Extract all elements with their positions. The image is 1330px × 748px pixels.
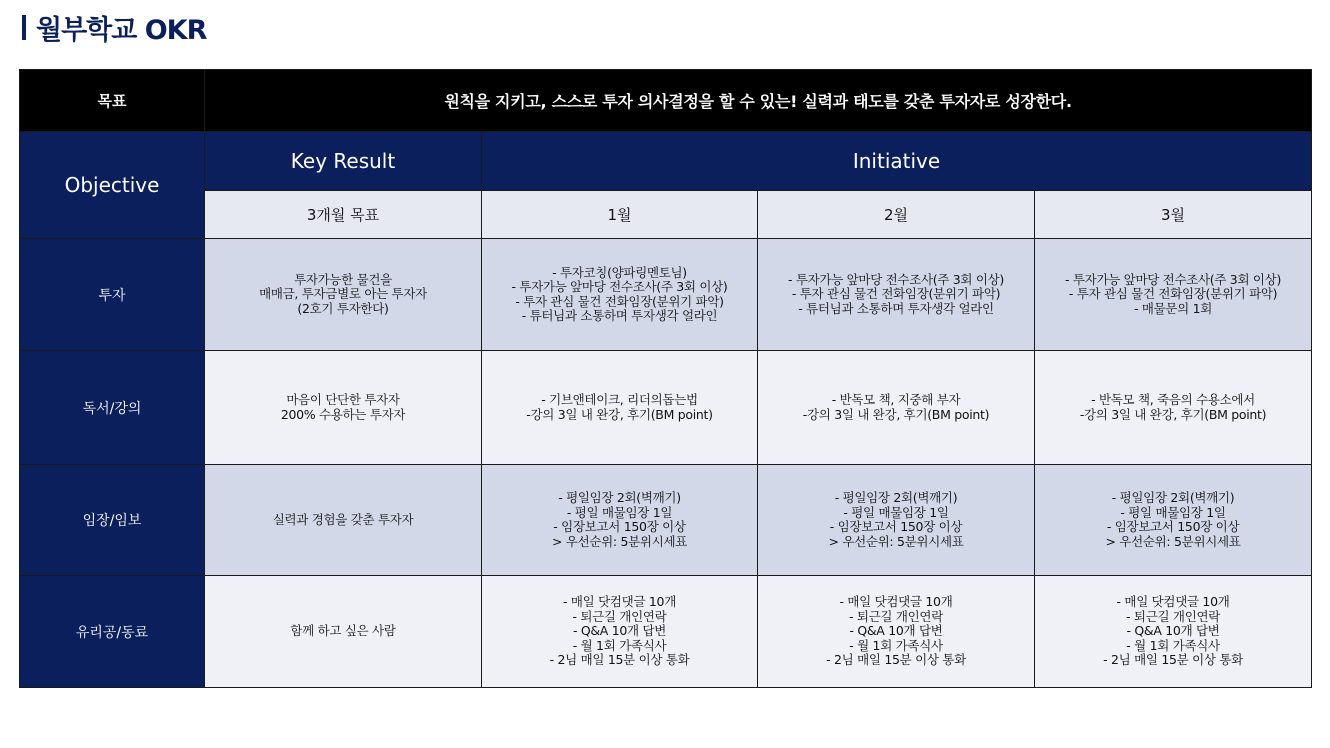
kr-cell bbox=[205, 239, 482, 351]
initiative-header: Initiative bbox=[482, 132, 1312, 191]
kr-cell bbox=[205, 351, 482, 465]
initiative-cell-m3 bbox=[1035, 465, 1312, 576]
initiative-cell-m1 bbox=[482, 576, 758, 688]
cell-line: - 투자가능 앞마당 전수조사(주 3회 이상) bbox=[511, 279, 728, 294]
kr-subheader: 3개월 목표 bbox=[205, 191, 482, 239]
cell-line: - 퇴근길 개인연락 bbox=[572, 608, 667, 624]
header-row bbox=[20, 132, 1312, 191]
cell-line: 함께 하고 싶은 사람 bbox=[290, 623, 396, 639]
initiative-cell-m1 bbox=[482, 465, 758, 576]
goal-label: 목표 bbox=[20, 70, 205, 132]
table-row bbox=[20, 465, 1312, 576]
cell-line: - 평일임장 2회(벽깨기) bbox=[558, 490, 681, 505]
initiative-cell-m2 bbox=[758, 351, 1035, 465]
cell-line: - Q&A 10개 답변 bbox=[1126, 623, 1220, 639]
cell-line: - 퇴근길 개인연락 bbox=[1126, 608, 1221, 624]
kr-cell bbox=[205, 465, 482, 576]
cell-line: 200% 수용하는 투자자 bbox=[280, 406, 406, 422]
cell-line: - 2님 매일 15분 이상 통화 bbox=[549, 652, 690, 668]
cell-line: - 투자 관심 물건 전화임장(분위기 파악) bbox=[1068, 286, 1278, 302]
cell-line: - 튜터님과 소통하며 투자생각 얼라인 bbox=[798, 300, 994, 316]
cell-line: -강의 3일 내 완강, 후기(BM point) bbox=[1079, 406, 1267, 422]
cell-line: > 우선순위: 5분위시세표 bbox=[828, 533, 964, 549]
cell-line: - 반독모 책, 죽음의 수용소에서 bbox=[1091, 392, 1255, 407]
cell-line: (2호기 투자한다) bbox=[297, 300, 389, 316]
category-cell: 투자 bbox=[20, 239, 205, 351]
cell-line: - 매일 닷컴댓글 10개 bbox=[563, 594, 676, 610]
initiative-cell-m1 bbox=[482, 351, 758, 465]
cell-line: 실력과 경험을 갖춘 투자자 bbox=[272, 511, 414, 527]
page-title bbox=[22, 10, 206, 44]
cell-line: - 임장보고서 150장 이상 bbox=[1106, 519, 1240, 534]
cell-line: - 투자 관심 물건 전화임장(분위기 파악) bbox=[515, 293, 724, 309]
goal-text: 원칙을 지키고, 스스로 투자 의사결정을 할 수 있는! 실력과 태도를 갖춘 투자자로 성장한다. bbox=[205, 70, 1312, 132]
month-header-1: 1월 bbox=[482, 191, 758, 239]
cell-line: 마음이 단단한 투자자 bbox=[286, 392, 400, 407]
cell-line: - 매일 닷컴댓글 10개 bbox=[839, 594, 953, 610]
table-row bbox=[20, 351, 1312, 465]
cell-line: 매매금, 투자금별로 아는 투자자 bbox=[259, 286, 427, 302]
cell-line: -강의 3일 내 완강, 후기(BM point) bbox=[802, 406, 990, 422]
cell-line: - 매일 닷컴댓글 10개 bbox=[1116, 594, 1230, 610]
initiative-cell-m1 bbox=[482, 239, 758, 351]
cell-line: - 퇴근길 개인연락 bbox=[849, 608, 943, 624]
initiative-cell-m2 bbox=[758, 576, 1035, 688]
goal-row bbox=[20, 70, 1312, 132]
key-result-header: Key Result bbox=[205, 132, 482, 191]
cell-line: > 우선순위: 5분위시세표 bbox=[551, 533, 688, 549]
cell-line: - 기브앤테이크, 리더의돕는법 bbox=[541, 392, 698, 407]
category-cell: 독서/강의 bbox=[20, 351, 205, 465]
category-cell: 유리공/동료 bbox=[20, 576, 205, 688]
kr-cell bbox=[205, 576, 482, 688]
cell-line: - 튜터님과 소통하며 투자생각 얼라인 bbox=[521, 308, 718, 323]
month-header-2: 2월 bbox=[758, 191, 1035, 239]
initiative-cell-m3 bbox=[1035, 239, 1312, 351]
cell-line: - 평일 매물임장 1일 bbox=[1120, 504, 1226, 520]
initiative-cell-m3 bbox=[1035, 351, 1312, 465]
cell-line: - 반독모 책, 지중해 부자 bbox=[831, 392, 961, 407]
cell-line: - 매물문의 1회 bbox=[1133, 300, 1213, 316]
cell-line: - 평일 매물임장 1일 bbox=[843, 504, 949, 520]
initiative-cell-m2 bbox=[758, 465, 1035, 576]
cell-line: 투자가능한 물건을 bbox=[294, 271, 392, 287]
cell-line: - Q&A 10개 답변 bbox=[849, 623, 943, 639]
page-title-text: 월부학교 OKR bbox=[36, 14, 207, 46]
cell-line: - 투자 관심 물건 전화임장(분위기 파악) bbox=[791, 286, 1001, 302]
initiative-cell-m3 bbox=[1035, 576, 1312, 688]
cell-line: - 월 1회 가족식사 bbox=[849, 637, 943, 653]
table-row bbox=[20, 576, 1312, 688]
cell-line: - 투자가능 앞마당 전수조사(주 3회 이상) bbox=[1065, 271, 1282, 287]
table-row bbox=[20, 239, 1312, 351]
title-accent-bar bbox=[22, 15, 26, 40]
cell-line: - 2님 매일 15분 이상 통화 bbox=[1103, 652, 1243, 668]
cell-line: - 평일 매물임장 1일 bbox=[566, 504, 673, 520]
cell-line: - 2님 매일 15분 이상 통화 bbox=[826, 652, 966, 668]
objective-header: Objective bbox=[20, 132, 205, 239]
category-cell: 임장/임보 bbox=[20, 465, 205, 576]
cell-line: - 평일임장 2회(벽깨기) bbox=[1111, 490, 1235, 505]
cell-line: - 임장보고서 150장 이상 bbox=[829, 519, 963, 534]
subheader-row bbox=[20, 191, 1312, 239]
month-header-3: 3월 bbox=[1035, 191, 1312, 239]
cell-line: - 투자코칭(양파링멘토님) bbox=[552, 264, 687, 280]
cell-line: - 임장보고서 150장 이상 bbox=[553, 519, 686, 534]
cell-line: > 우선순위: 5분위시세표 bbox=[1105, 533, 1241, 549]
initiative-cell-m2 bbox=[758, 239, 1035, 351]
okr-table bbox=[19, 69, 1312, 688]
cell-line: - 투자가능 앞마당 전수조사(주 3회 이상) bbox=[787, 271, 1004, 287]
cell-line: - 월 1회 가족식사 bbox=[1126, 637, 1220, 653]
cell-line: - 월 1회 가족식사 bbox=[572, 637, 667, 653]
cell-line: - 평일임장 2회(벽깨기) bbox=[834, 490, 958, 505]
cell-line: - Q&A 10개 답변 bbox=[572, 623, 667, 639]
cell-line: -강의 3일 내 완강, 후기(BM point) bbox=[526, 406, 713, 422]
